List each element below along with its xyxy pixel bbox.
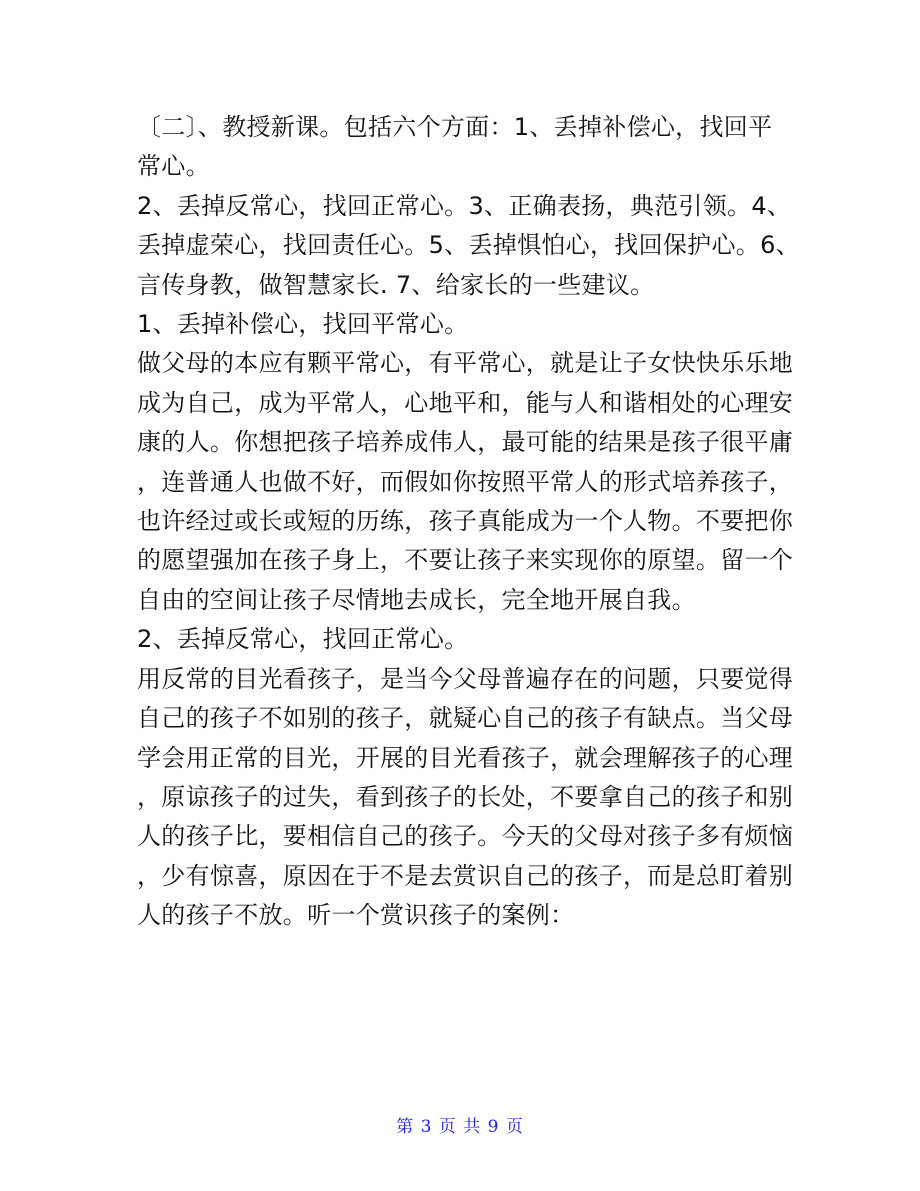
section-heading: 2、丢掉反常心，找回正常心。	[137, 625, 469, 654]
text-line: 2、丢掉反常心，找回正常心。3、正确表扬，典范引领。4、	[137, 191, 792, 220]
text-line: 人的孩子不放。听一个赏识孩子的案例：	[137, 901, 575, 930]
text-line: ，原谅孩子的过失，看到孩子的长处，不要拿自己的孩子和别	[137, 782, 794, 811]
text-line: 丢掉虚荣心，找回责任心。5、丢掉惧怕心，找回保护心。6、	[137, 231, 800, 260]
document-body	[137, 108, 800, 936]
text-line: 也许经过或长或短的历练，孩子真能成为一个人物。不要把你	[137, 507, 794, 536]
text-line: 学会用正常的目光，开展的目光看孩子，就会理解孩子的心理	[137, 743, 794, 772]
text-line: 成为自己，成为平常人，心地平和，能与人和谐相处的心理安	[137, 388, 794, 417]
text-line: 做父母的本应有颗平常心，有平常心，就是让子女快快乐乐地	[137, 349, 794, 378]
text-line: 康的人。你想把孩子培养成伟人，最可能的结果是孩子很平庸	[137, 428, 794, 457]
text-line: ，连普通人也做不好，而假如你按照平常人的形式培养孩子，	[137, 467, 794, 496]
section-heading: 1、丢掉补偿心，找回平常心。	[137, 310, 469, 339]
text-line: 人的孩子比，要相信自己的孩子。今天的父母对孩子多有烦恼	[137, 822, 794, 851]
page-number: 第 3 页 共 9 页	[396, 1117, 524, 1137]
text-line: 用反常的目光看孩子，是当今父母普遍存在的问题，只要觉得	[137, 664, 794, 693]
text-line: 自己的孩子不如别的孩子，就疑心自己的孩子有缺点。当父母	[137, 704, 794, 733]
text-line: 自由的空间让孩子尽情地去成长，完全地开展自我。	[137, 585, 696, 614]
text-line: 的愿望强加在孩子身上，不要让孩子来实现你的原望。留一个	[137, 546, 794, 575]
text-line: 常心。	[137, 152, 210, 181]
text-line: 言传身教，做智慧家长. 7、给家长的一些建议。	[137, 270, 655, 299]
text-line: 〔二〕、教授新课。包括六个方面：1、丢掉补偿心，找回平	[137, 113, 773, 141]
text-line: ，少有惊喜，原因在于不是去赏识自己的孩子，而是总盯着别	[137, 861, 794, 890]
